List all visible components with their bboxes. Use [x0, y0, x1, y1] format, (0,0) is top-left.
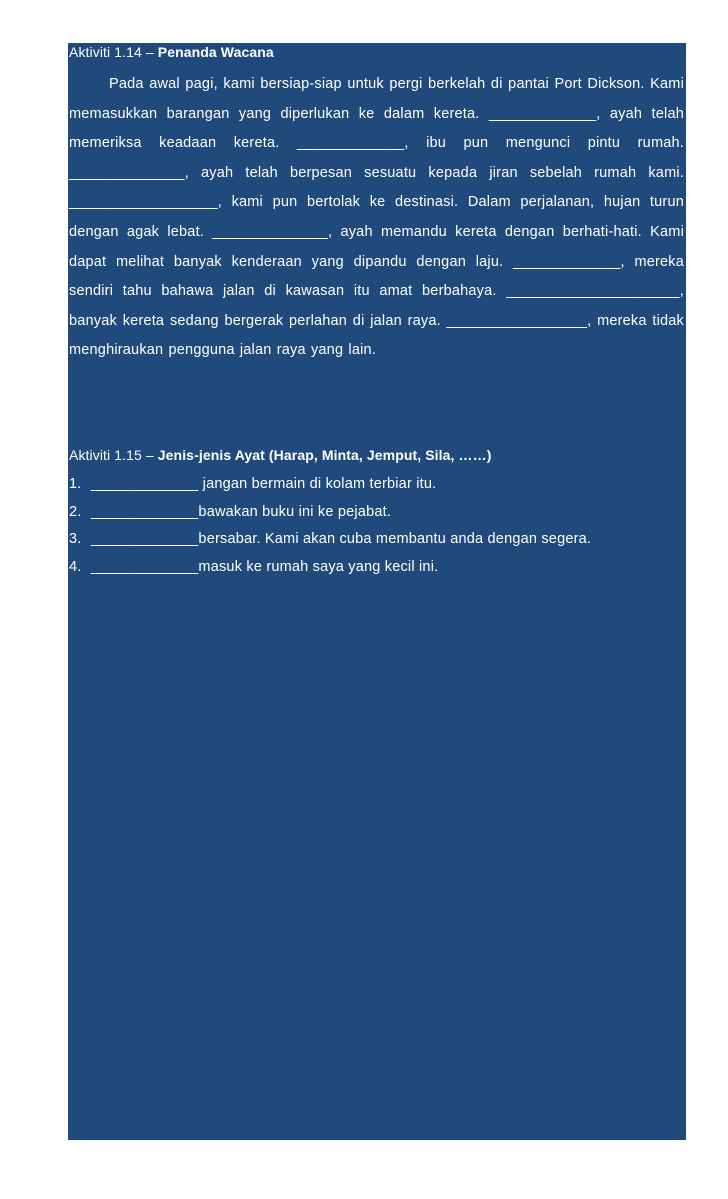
list-item-number: 3. — [69, 531, 82, 547]
activity-1-14-paragraph: Pada awal pagi, kami bersiap-siap untuk pergi berkelah di pantai Port Dickson. Kami memasukkan barangan yang diperlukan ke dalam kereta. _____________, ayah telah memeriksa keadaan kereta. _____________, ibu pun mengunci pintu rumah. ______________, ayah telah berpesan sesuatu kepada jiran sebelah rumah kami. __________________, kami pun bertolak ke destinasi. Dalam perjalanan, hujan turun dengan agak lebat. ______________, ayah memandu kereta dengan berhati-hati. Kami dapat melihat banyak kenderaan yang dipandu dengan laju. _____________, mereka sendiri tahu bahawa jalan di kawasan itu amat berbahaya. _____________________, banyak kereta sedang bergerak perlahan di jalan raya. _________________, mereka tidak menghiraukan pengguna jalan raya yang lain. — [69, 76, 684, 359]
activity-1-15-heading — [69, 446, 491, 464]
list-item-text: _____________ jangan bermain di kolam terbiar itu. — [91, 476, 437, 492]
activity-1-14-title: Penanda Wacana — [157, 44, 274, 60]
list-item — [69, 526, 591, 554]
list-item-number: 4. — [69, 558, 82, 575]
activity-1-15-title: Jenis-jenis Ayat (Harap, Minta, Jemput, Sila, ……) — [157, 447, 492, 463]
activity-1-14-heading — [69, 43, 274, 61]
activity-1-14-label: Aktiviti 1.14 – — [69, 44, 158, 60]
list-item-text: _____________bawakan buku ini ke pejabat. — [91, 503, 392, 520]
list-item — [69, 499, 591, 527]
activity-1-15-list — [69, 471, 591, 581]
list-item-number: 1. — [69, 476, 82, 492]
list-item-number: 2. — [69, 503, 82, 520]
list-item — [69, 554, 591, 582]
activity-1-15-label: Aktiviti 1.15 – — [69, 447, 158, 463]
list-item — [69, 471, 591, 499]
list-item-text: _____________bersabar. Kami akan cuba membantu anda dengan segera. — [91, 531, 592, 547]
list-item-text: _____________masuk ke rumah saya yang kecil ini. — [91, 558, 439, 575]
worksheet-panel — [68, 43, 686, 1140]
